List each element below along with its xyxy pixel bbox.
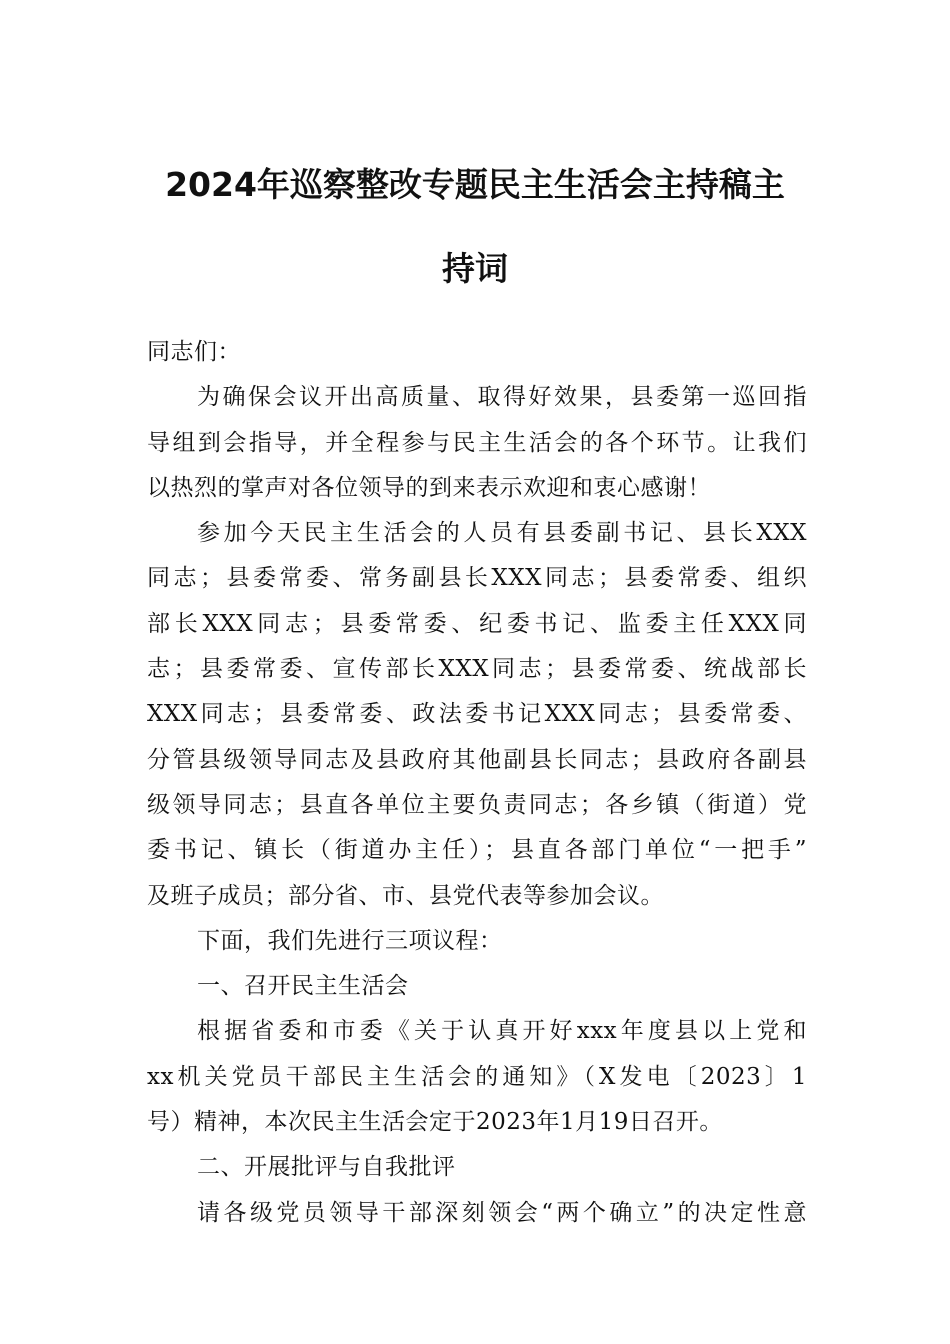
paragraph-line: 级领导同志；县直各单位主要负责同志；各乡镇（街道）党 [147,791,807,818]
paragraph-line: xx机关党员干部民主生活会的通知》（X发电〔2023〕1 [147,1063,807,1090]
paragraph-line: 号）精神，本次民主生活会定于2023年1月19日召开。 [147,1109,723,1136]
title-line-2: 持词 [442,249,508,288]
title-line-1: 2024年巡察整改专题民主生活会主持稿主 [165,165,785,204]
paragraph-criticism: 请各级党员领导干部深刻领会“两个确立”的决定性意 [197,1199,807,1226]
paragraph-line: 部长XXX同志；县委常委、纪委书记、监委主任XXX同 [147,610,807,637]
paragraph-line: 志；县委常委、宣传部长XXX同志；县委常委、统战部长 [147,656,807,683]
paragraph-agenda-intro: 下面，我们先进行三项议程： [197,927,503,954]
paragraph-opening [147,375,807,511]
paragraph-line: 及班子成员；部分省、市、县党代表等参加会议。 [147,882,664,909]
paragraph-line: 导组到会指导，并全程参与民主生活会的各个环节。让我们 [147,429,807,456]
paragraph-attendees [147,511,807,919]
document-title [140,160,810,328]
paragraph-line: 分管县级领导同志及县政府其他副县长同志；县政府各副县 [147,746,807,773]
paragraph-line: 委书记、镇长（街道办主任）；县直各部门单位“一把手” [147,837,807,864]
paragraph-line: 根据省委和市委《关于认真开好xxx年度县以上党和 [197,1018,807,1045]
paragraph-line: 为确保会议开出高质量、取得好效果，县委第一巡回指 [197,384,807,411]
document-body [147,330,807,1236]
paragraph-line: XXX同志；县委常委、政法委书记XXX同志；县委常委、 [147,701,807,728]
paragraph-line: 参加今天民主生活会的人员有县委副书记、县长XXX [197,520,807,547]
section-heading-2: 二、开展批评与自我批评 [197,1154,456,1181]
paragraph-line: 同志；县委常委、常务副县长XXX同志；县委常委、组织 [147,565,807,592]
paragraph-line: 以热烈的掌声对各位领导的到来表示欢迎和衷心感谢！ [147,474,711,501]
paragraph-meeting-basis [147,1009,807,1145]
section-heading-1: 一、召开民主生活会 [197,973,409,1000]
salutation: 同志们： [147,339,241,365]
